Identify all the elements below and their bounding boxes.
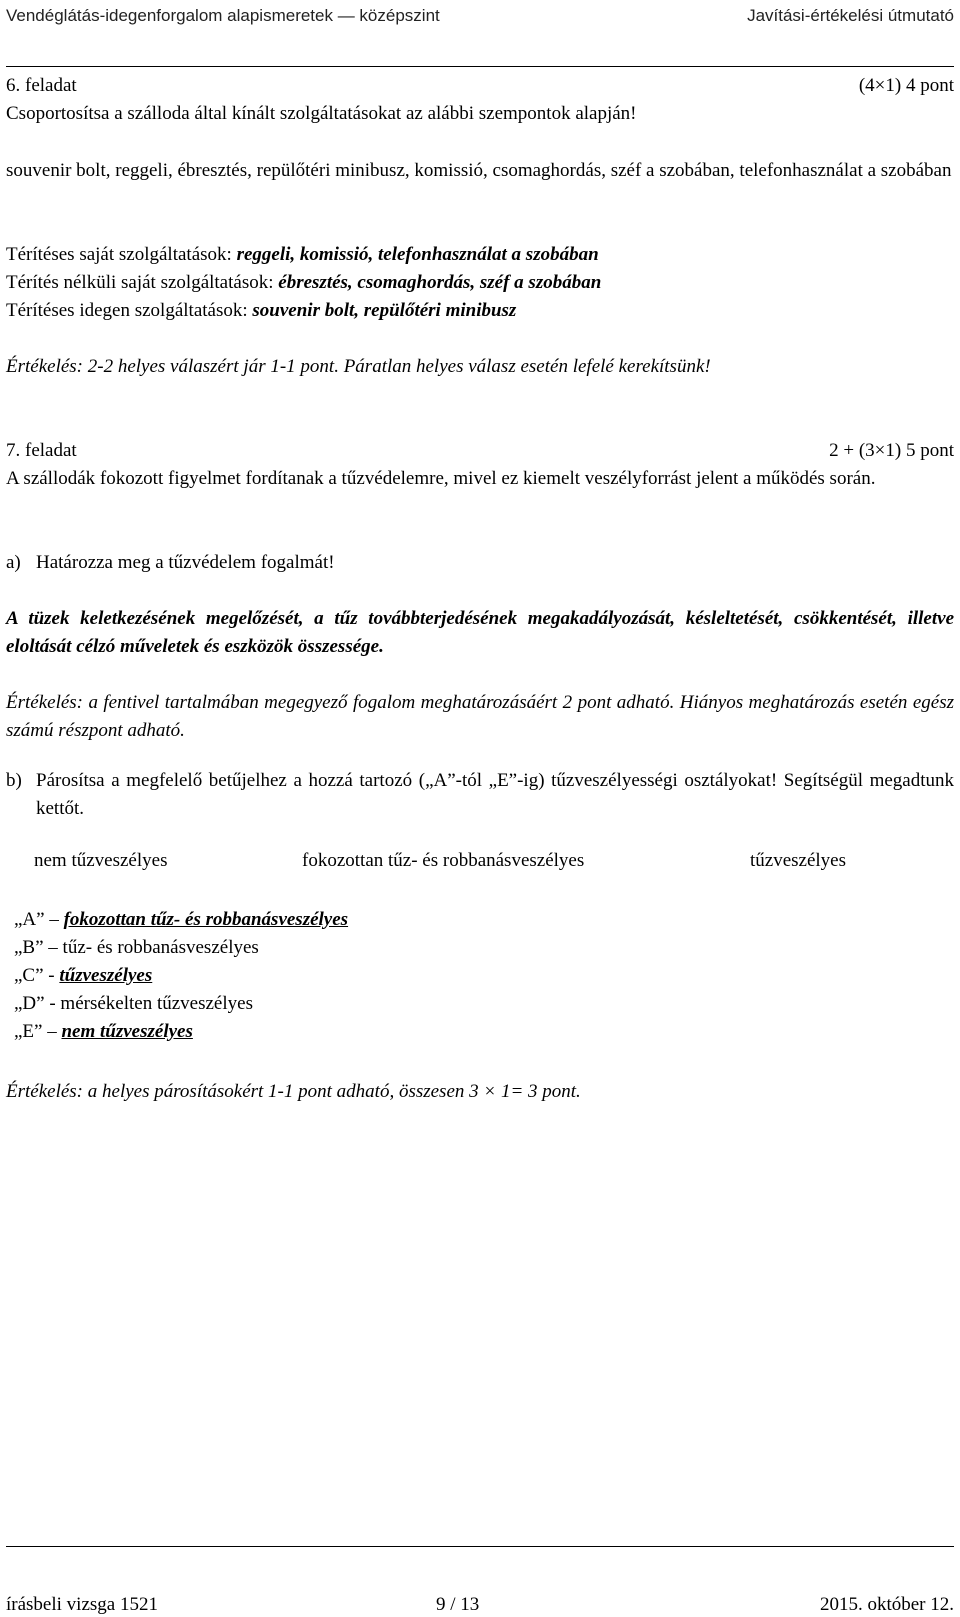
question-b-label: b) [6, 770, 22, 791]
question-a-label: a) [6, 552, 21, 573]
task7-b-question [6, 767, 954, 823]
page-number: 9 / 13 [436, 1594, 480, 1615]
class-option: tűzveszélyes [750, 850, 847, 871]
task6-title: 6. feladat [6, 75, 77, 96]
group-label: Térítés nélküli saját szolgáltatások: [6, 272, 279, 293]
pair-letter: „A” [14, 909, 45, 930]
pair-row [14, 906, 954, 934]
pair-separator: – [43, 937, 63, 958]
footer-left: írásbeli vizsga 1521 [6, 1594, 158, 1615]
task7-points: 2 + (3×1) 5 pont [829, 440, 954, 461]
pair-separator: - [44, 993, 61, 1014]
pair-answer: fokozottan tűz- és robbanásveszélyes [63, 909, 349, 930]
pair-row [14, 990, 954, 1018]
group-answer: souvenir bolt, repülőtéri minibusz [252, 300, 517, 321]
pair-separator: - [43, 965, 60, 986]
task6-groups [6, 241, 954, 325]
pair-row [14, 934, 954, 962]
header-rule [6, 66, 954, 67]
footer-date: 2015. október 12. [819, 1594, 954, 1615]
pair-letter: „D” [14, 993, 45, 1014]
running-header [6, 0, 954, 34]
footer-rule [6, 1546, 954, 1547]
pair-row [14, 962, 954, 990]
task6-points: (4×1) 4 pont [858, 75, 954, 96]
question-a-text: Határozza meg a tűzvédelem fogalmát! [36, 552, 335, 573]
task7-a-question [6, 549, 954, 577]
header-right: Javítási-értékelési útmutató [747, 6, 954, 25]
pair-row [14, 1018, 954, 1046]
task7-heading [6, 437, 954, 465]
pair-answer: nem tűzveszélyes [61, 1021, 193, 1042]
task7-title: 7. feladat [6, 440, 77, 461]
group-label: Térítéses saját szolgáltatások: [6, 244, 237, 265]
pair-given: mérsékelten tűzveszélyes [60, 993, 253, 1014]
task6-services: souvenir bolt, reggeli, ébresztés, repülőtéri minibusz, komissió, csomaghordás, széf a szobában, telefonhasználat a szobában [6, 160, 952, 181]
class-option: nem tűzveszélyes [34, 850, 168, 871]
pair-separator: – [44, 909, 64, 930]
task7-a-evaluation: Értékelés: a fentivel tartalmában megegyező fogalom meghatározásáért 2 pont adható. Hiányos meghatározás esetén egész számú részpont adható. [6, 692, 954, 741]
task7-a-answer: A tüzek keletkezésének megelőzését, a tűz továbbterjedésének megakadályozását, késleltetését, csökkentését, illetve eloltását célzó műveletek és eszközök összessége. [6, 608, 954, 657]
task7-b-evaluation: Értékelés: a helyes párosításokért 1-1 pont adható, összesen 3 × 1= 3 pont. [6, 1081, 581, 1102]
task6-instruction: Csoportosítsa a szálloda által kínált szolgáltatásokat az alábbi szempontok alapján! [6, 103, 637, 124]
task6-group-row [6, 297, 954, 325]
pair-letter: „E” [14, 1021, 43, 1042]
task6-group-row [6, 241, 954, 269]
pairs-list [14, 906, 954, 1046]
pair-separator: – [42, 1021, 62, 1042]
pair-given: tűz- és robbanásveszélyes [62, 937, 259, 958]
class-option: fokozottan tűz- és robbanásveszélyes [302, 850, 585, 871]
header-left: Vendéglátás-idegenforgalom alapismeretek — középszint [6, 6, 440, 25]
pair-letter: „C” [14, 965, 44, 986]
group-label: Térítéses idegen szolgáltatások: [6, 300, 253, 321]
task6-evaluation: Értékelés: 2-2 helyes válaszért jár 1-1 pont. Páratlan helyes válasz esetén lefelé kerekítsünk! [6, 356, 711, 377]
question-b-text: Párosítsa a megfelelő betűjelhez a hozzá tartozó („A”-tól „E”-ig) tűzveszélyességi osztályokat! Segítségül megadtunk kettőt. [36, 770, 954, 819]
pair-answer: tűzveszélyes [59, 965, 153, 986]
task6-heading [6, 72, 954, 128]
task6-group-row [6, 269, 954, 297]
group-answer: reggeli, komissió, telefonhasználat a szobában [236, 244, 599, 265]
pair-letter: „B” [14, 937, 44, 958]
task7-intro: A szállodák fokozott figyelmet fordítanak a tűzvédelemre, mivel ez kiemelt veszélyforrást jelent a működés során. [6, 468, 876, 489]
group-answer: ébresztés, csomaghordás, széf a szobában [278, 272, 602, 293]
